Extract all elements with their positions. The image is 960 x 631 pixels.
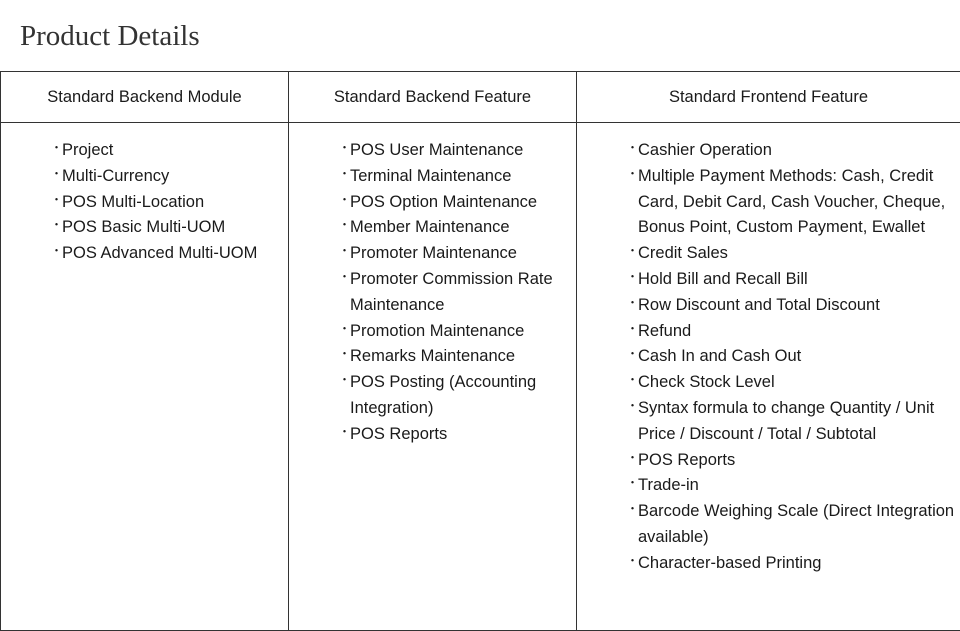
list-item: ・ Check Stock Level	[577, 370, 960, 396]
list-item: ・ Project	[1, 138, 288, 164]
list-item: ・ Syntax formula to change Quantity / Unit Price / Discount / Total / Subtotal	[577, 396, 960, 448]
list-item: ・ Cashier Operation	[577, 138, 960, 164]
list-item: ・ Cash In and Cash Out	[577, 344, 960, 370]
header-standard-frontend-feature: Standard Frontend Feature	[577, 72, 960, 123]
backend-module-list	[1, 138, 288, 267]
list-item: ・ Trade-in	[577, 473, 960, 499]
list-item: ・ POS Posting (Accounting Integration)	[289, 370, 576, 422]
backend-feature-list	[289, 138, 576, 448]
list-item: ・ POS User Maintenance	[289, 138, 576, 164]
list-item: ・ POS Option Maintenance	[289, 190, 576, 216]
backend-feature-cell	[289, 123, 577, 631]
list-item: ・ POS Reports	[577, 448, 960, 474]
list-item: ・ Multiple Payment Methods: Cash, Credit Card, Debit Card, Cash Voucher, Cheque, Bonus Point, Custom Payment, Ewallet	[577, 164, 960, 241]
table-header-row	[1, 72, 960, 123]
list-item: ・ Member Maintenance	[289, 215, 576, 241]
backend-module-cell	[1, 123, 289, 631]
list-item: ・ Refund	[577, 319, 960, 345]
list-item: ・ Barcode Weighing Scale (Direct Integration available)	[577, 499, 960, 551]
list-item: ・ Promoter Commission Rate Maintenance	[289, 267, 576, 319]
header-standard-backend-module: Standard Backend Module	[1, 72, 289, 123]
list-item: ・ Promotion Maintenance	[289, 319, 576, 345]
page-title: Product Details	[20, 18, 200, 54]
list-item: ・ POS Advanced Multi-UOM	[1, 241, 288, 267]
product-details-table	[0, 71, 960, 631]
list-item: ・ Multi-Currency	[1, 164, 288, 190]
frontend-feature-cell	[577, 123, 960, 631]
table-body-row	[1, 123, 960, 631]
list-item: ・ Promoter Maintenance	[289, 241, 576, 267]
list-item: ・ Credit Sales	[577, 241, 960, 267]
list-item: ・ Terminal Maintenance	[289, 164, 576, 190]
list-item: ・ POS Multi-Location	[1, 190, 288, 216]
list-item: ・ Character-based Printing	[577, 551, 960, 577]
list-item: ・ POS Reports	[289, 422, 576, 448]
list-item: ・ Hold Bill and Recall Bill	[577, 267, 960, 293]
list-item: ・ Row Discount and Total Discount	[577, 293, 960, 319]
list-item: ・ POS Basic Multi-UOM	[1, 215, 288, 241]
list-item: ・ Remarks Maintenance	[289, 344, 576, 370]
header-standard-backend-feature: Standard Backend Feature	[289, 72, 577, 123]
frontend-feature-list	[577, 138, 960, 577]
